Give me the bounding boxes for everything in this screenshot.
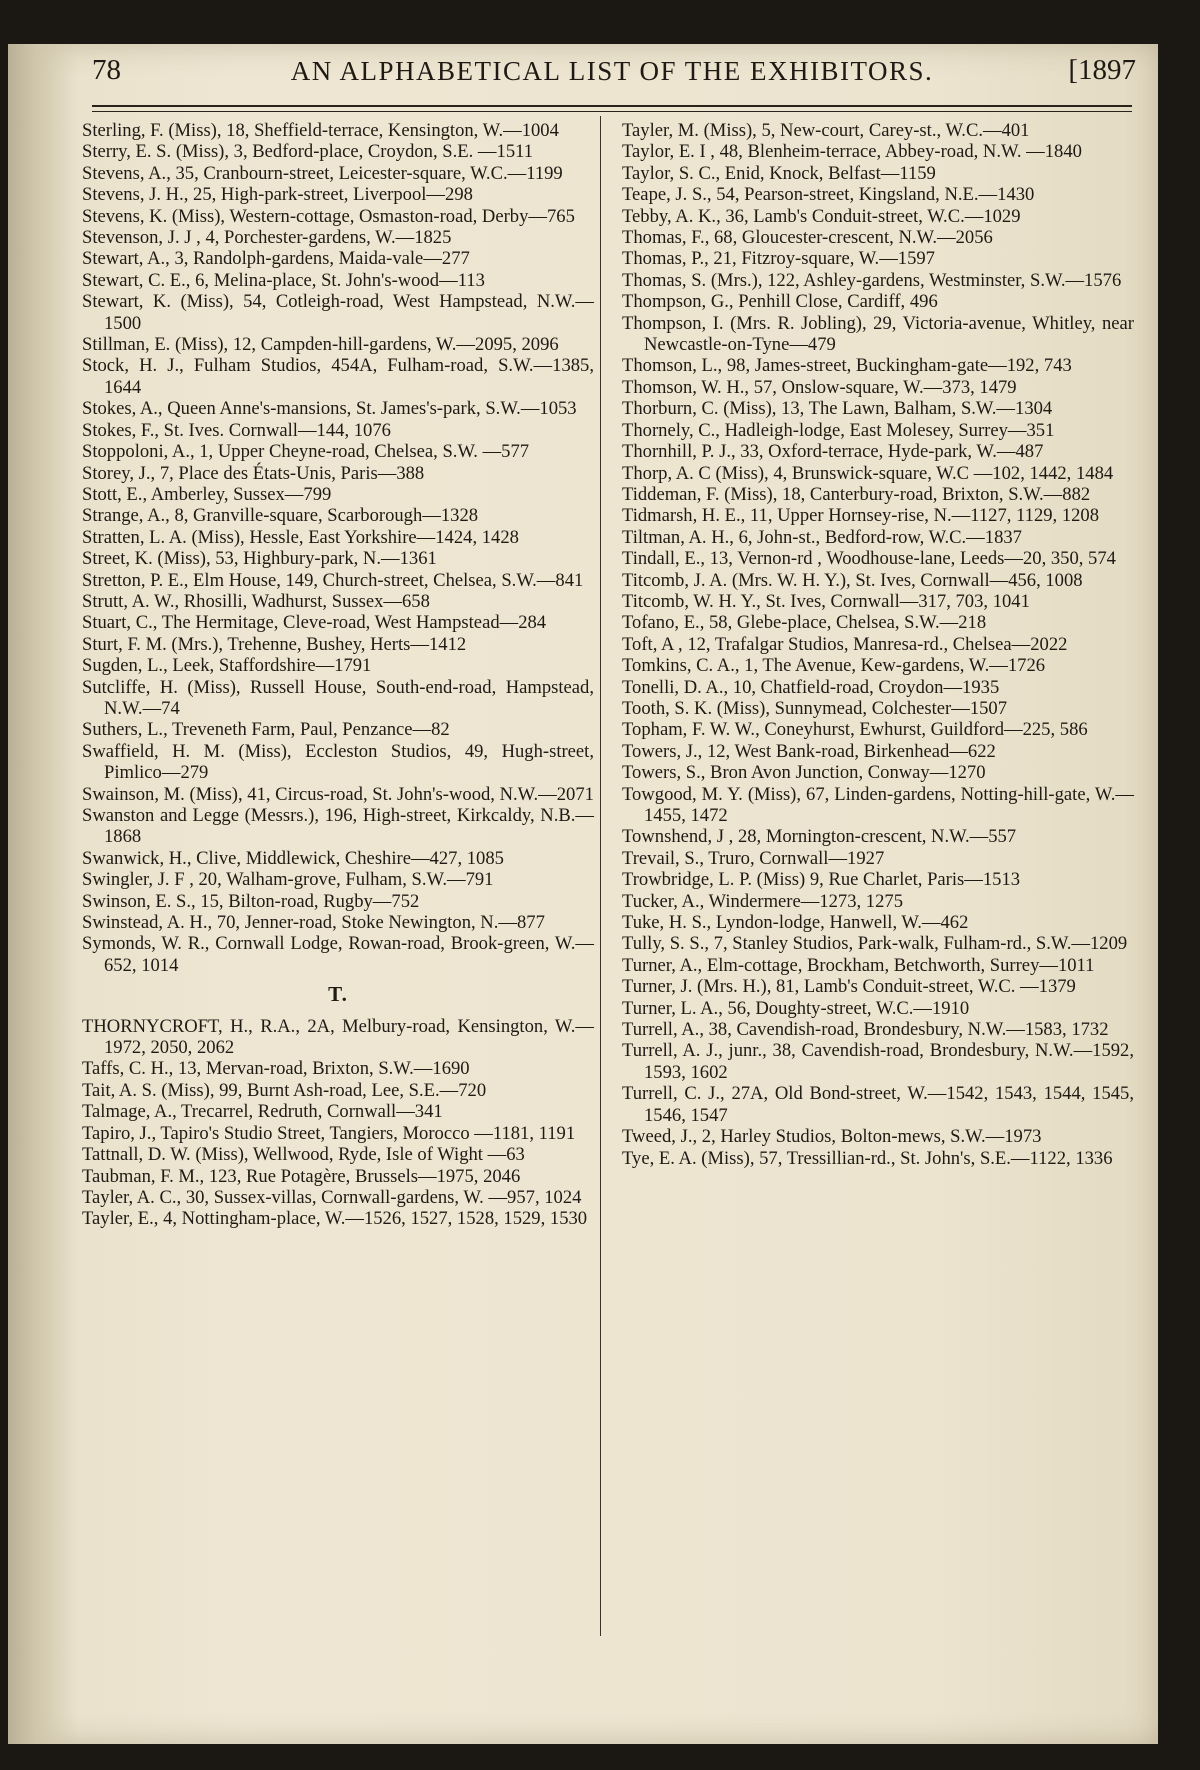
exhibitor-entry: Thomson, W. H., 57, Onslow-square, W.—373, 1479 xyxy=(622,376,1017,398)
exhibitor-entry: Storey, J., 7, Place des États-Unis, Paris—388 xyxy=(82,462,425,484)
left-column xyxy=(82,120,594,1230)
exhibitor-entry: Stoppoloni, A., 1, Upper Cheyne-road, Chelsea, S.W. —577 xyxy=(82,441,530,463)
exhibitor-entry: Topham, F. W. W., Coneyhurst, Ewhurst, Guildford—225, 586 xyxy=(622,719,1088,741)
exhibitor-entry: Tapiro, J., Tapiro's Studio Street, Tangiers, Morocco —1181, 1191 xyxy=(82,1122,576,1144)
running-title: AN ALPHABETICAL LIST OF THE EXHIBITORS. xyxy=(290,56,934,86)
page-gutter-shadow xyxy=(8,44,78,1744)
exhibitor-entry: Thornely, C., Hadleigh-lodge, East Molesey, Surrey—351 xyxy=(622,419,1055,441)
exhibitor-entry: Towgood, M. Y. (Miss), 67, Linden-gardens, Notting-hill-gate, W.—1455, 1472 xyxy=(622,783,1134,826)
exhibitor-entry: Swanston and Legge (Messrs.), 196, High-street, Kirkcaldy, N.B.—1868 xyxy=(82,805,594,848)
exhibitor-entry: Taylor, E. I , 48, Blenheim-terrace, Abbey-road, N.W. —1840 xyxy=(622,141,1082,163)
exhibitor-entry: Taylor, S. C., Enid, Knock, Belfast—1159 xyxy=(622,162,936,184)
exhibitor-entry: Strutt, A. W., Rhosilli, Wadhurst, Sussex—658 xyxy=(82,590,430,612)
exhibitor-entry: Street, K. (Miss), 53, Highbury-park, N.—1361 xyxy=(82,548,437,570)
exhibitor-entry: Tayler, M. (Miss), 5, New-court, Carey-st., W.C.—401 xyxy=(622,120,1030,141)
exhibitor-entry: Talmage, A., Trecarrel, Redruth, Cornwall—341 xyxy=(82,1101,443,1123)
exhibitor-entry: Thorp, A. C (Miss), 4, Brunswick-square, W.C —102, 1442, 1484 xyxy=(622,462,1114,484)
exhibitor-entry: Turner, A., Elm-cottage, Brockham, Betchworth, Surrey—1011 xyxy=(622,954,1095,976)
right-column xyxy=(622,120,1134,1169)
exhibitor-entry: Titcomb, W. H. Y., St. Ives, Cornwall—317, 703, 1041 xyxy=(622,590,1030,612)
exhibitor-entry: Swaffield, H. M. (Miss), Eccleston Studios, 49, Hugh-street, Pimlico—279 xyxy=(82,740,594,784)
exhibitor-entry: Turner, L. A., 56, Doughty-street, W.C.—1910 xyxy=(622,997,970,1019)
exhibitor-entry: Sterry, E. S. (Miss), 3, Bedford-place, Croydon, S.E. —1511 xyxy=(82,141,534,163)
page-number: 78 xyxy=(92,54,121,86)
exhibitor-entry: Stewart, K. (Miss), 54, Cotleigh-road, West Hampstead, N.W.—1500 xyxy=(82,291,594,334)
exhibitor-entry: Stevens, K. (Miss), Western-cottage, Osmaston-road, Derby—765 xyxy=(82,205,575,227)
exhibitor-entry: Sugden, L., Leek, Staffordshire—1791 xyxy=(82,655,372,677)
left-entries-t xyxy=(82,1016,594,1230)
exhibitor-entry: Townshend, J , 28, Mornington-crescent, N.W.—557 xyxy=(622,826,1017,848)
exhibitor-entry: Tully, S. S., 7, Stanley Studios, Park-walk, Fulham-rd., S.W.—1209 xyxy=(622,933,1128,955)
exhibitor-entry: Thomas, S. (Mrs.), 122, Ashley-gardens, Westminster, S.W.—1576 xyxy=(622,269,1122,291)
exhibitor-entry: Turrell, C. J., 27A, Old Bond-street, W.—1542, 1543, 1544, 1545, 1546, 1547 xyxy=(622,1083,1134,1126)
exhibitor-entry: Swingler, J. F , 20, Walham-grove, Fulham, S.W.—791 xyxy=(82,869,494,891)
exhibitor-entry: Trowbridge, L. P. (Miss) 9, Rue Charlet, Paris—1513 xyxy=(622,869,1021,891)
exhibitor-entry: Symonds, W. R., Cornwall Lodge, Rowan-road, Brook-green, W.—652, 1014 xyxy=(82,933,594,976)
exhibitor-entry: Towers, J., 12, West Bank-road, Birkenhead—622 xyxy=(622,740,996,762)
left-entries-s xyxy=(82,120,594,976)
exhibitor-entry: Thomas, F., 68, Gloucester-crescent, N.W.—2056 xyxy=(622,227,993,249)
exhibitor-entry: Tye, E. A. (Miss), 57, Tressillian-rd., St. John's, S.E.—1122, 1336 xyxy=(622,1147,1113,1169)
exhibitor-entry: Stewart, C. E., 6, Melina-place, St. John's-wood—113 xyxy=(82,269,485,291)
exhibitor-entry: Turrell, A. J., junr., 38, Cavendish-road, Brondesbury, N.W.—1592, 1593, 1602 xyxy=(622,1040,1134,1083)
exhibitor-entry: Turrell, A., 38, Cavendish-road, Brondesbury, N.W.—1583, 1732 xyxy=(622,1019,1109,1041)
exhibitor-entry: Toft, A , 12, Trafalgar Studios, Manresa-rd., Chelsea—2022 xyxy=(622,633,1068,655)
header-rule-thin xyxy=(92,111,1132,112)
exhibitor-entry: Trevail, S., Truro, Cornwall—1927 xyxy=(622,847,885,869)
exhibitor-entry: Stillman, E. (Miss), 12, Campden-hill-gardens, W.—2095, 2096 xyxy=(82,334,559,356)
exhibitor-entry: Stewart, A., 3, Randolph-gardens, Maida-vale—277 xyxy=(82,248,470,270)
exhibitor-entry: Teape, J. S., 54, Pearson-street, Kingsland, N.E.—1430 xyxy=(622,184,1035,206)
exhibitor-entry: Stretton, P. E., Elm House, 149, Church-street, Chelsea, S.W.—841 xyxy=(82,569,584,591)
exhibitor-entry: Stuart, C., The Hermitage, Cleve-road, West Hampstead—284 xyxy=(82,612,547,634)
exhibitor-entry: Stevens, J. H., 25, High-park-street, Liverpool—298 xyxy=(82,184,473,206)
exhibitor-entry: Tindall, E., 13, Vernon-rd , Woodhouse-lane, Leeds—20, 350, 574 xyxy=(622,548,1116,570)
exhibitor-entry: Swainson, M. (Miss), 41, Circus-road, St. John's-wood, N.W.—2071 xyxy=(82,783,594,805)
exhibitor-entry: Tebby, A. K., 36, Lamb's Conduit-street, W.C.—1029 xyxy=(622,205,1021,227)
exhibitor-entry: Tonelli, D. A., 10, Chatfield-road, Croydon—1935 xyxy=(622,676,1000,698)
section-heading-t: T. xyxy=(328,982,348,1007)
exhibitor-entry: Tiddeman, F. (Miss), 18, Canterbury-road, Brixton, S.W.—882 xyxy=(622,483,1091,505)
exhibitor-entry: Swinson, E. S., 15, Bilton-road, Rugby—752 xyxy=(82,890,420,912)
exhibitor-entry: Tattnall, D. W. (Miss), Wellwood, Ryde, Isle of Wight —63 xyxy=(82,1144,525,1166)
exhibitor-entry: Tiltman, A. H., 6, John-st., Bedford-row, W.C.—1837 xyxy=(622,526,1022,548)
exhibitor-entry: Stott, E., Amberley, Sussex—799 xyxy=(82,483,332,505)
exhibitor-entry: Tuke, H. S., Lyndon-lodge, Hanwell, W.—462 xyxy=(622,912,969,934)
exhibitor-entry: Stevenson, J. J , 4, Porchester-gardens, W.—1825 xyxy=(82,227,452,249)
exhibitor-entry: Stokes, A., Queen Anne's-mansions, St. James's-park, S.W.—1053 xyxy=(82,398,577,420)
exhibitor-entry: Stock, H. J., Fulham Studios, 454A, Fulham-road, S.W.—1385, 1644 xyxy=(82,355,594,398)
exhibitor-entry: Tooth, S. K. (Miss), Sunnymead, Colchester—1507 xyxy=(622,697,1008,719)
exhibitor-entry: Sutcliffe, H. (Miss), Russell House, South-end-road, Hampstead, N.W.—74 xyxy=(82,676,594,719)
exhibitor-entry: Swinstead, A. H., 70, Jenner-road, Stoke Newington, N.—877 xyxy=(82,912,545,934)
exhibitor-entry: Stratten, L. A. (Miss), Hessle, East Yorkshire—1424, 1428 xyxy=(82,526,519,548)
exhibitor-entry: Tait, A. S. (Miss), 99, Burnt Ash-road, Lee, S.E.—720 xyxy=(82,1079,487,1101)
year-marker: [1897 xyxy=(1068,54,1136,86)
exhibitor-entry: Strange, A., 8, Granville-square, Scarborough—1328 xyxy=(82,505,479,527)
column-divider xyxy=(600,116,601,1636)
exhibitor-entry: Tayler, A. C., 30, Sussex-villas, Cornwall-gardens, W. —957, 1024 xyxy=(82,1186,582,1208)
exhibitor-entry: Tweed, J., 2, Harley Studios, Bolton-mews, S.W.—1973 xyxy=(622,1126,1042,1148)
exhibitor-entry: Towers, S., Bron Avon Junction, Conway—1270 xyxy=(622,762,986,784)
exhibitor-entry: Sterling, F. (Miss), 18, Sheffield-terrace, Kensington, W.—1004 xyxy=(82,120,559,141)
exhibitor-entry: Thomas, P., 21, Fitzroy-square, W.—1597 xyxy=(622,248,935,270)
exhibitor-entry: Stevens, A., 35, Cranbourn-street, Leicester-square, W.C.—1199 xyxy=(82,162,563,184)
page-header xyxy=(82,50,1142,100)
exhibitor-entry: Thorburn, C. (Miss), 13, The Lawn, Balham, S.W.—1304 xyxy=(622,398,1053,420)
exhibitor-entry: Titcomb, J. A. (Mrs. W. H. Y.), St. Ives, Cornwall—456, 1008 xyxy=(622,569,1083,591)
exhibitor-entry: Tidmarsh, H. E., 11, Upper Hornsey-rise, N.—1127, 1129, 1208 xyxy=(622,505,1100,527)
exhibitor-entry: Tofano, E., 58, Glebe-place, Chelsea, S.W.—218 xyxy=(622,612,987,634)
exhibitor-entry: Thornhill, P. J., 33, Oxford-terrace, Hyde-park, W.—487 xyxy=(622,441,1044,463)
exhibitor-entry: Thompson, I. (Mrs. R. Jobling), 29, Victoria-avenue, Whitley, near Newcastle-on-Tyne—479 xyxy=(622,312,1134,356)
exhibitor-entry: Taubman, F. M., 123, Rue Potagère, Brussels—1975, 2046 xyxy=(82,1165,521,1187)
exhibitor-entry: Stokes, F., St. Ives. Cornwall—144, 1076 xyxy=(82,419,391,441)
exhibitor-entry: Thompson, G., Penhill Close, Cardiff, 496 xyxy=(622,291,938,313)
exhibitor-entry: Sturt, F. M. (Mrs.), Trehenne, Bushey, Herts—1412 xyxy=(82,633,467,655)
right-entries-t xyxy=(622,120,1134,1169)
header-rule-thick xyxy=(92,105,1132,107)
exhibitor-entry: Taffs, C. H., 13, Mervan-road, Brixton, S.W.—1690 xyxy=(82,1058,470,1080)
exhibitor-entry: Swanwick, H., Clive, Middlewick, Cheshire—427, 1085 xyxy=(82,847,504,869)
exhibitor-entry: THORNYCROFT, H., R.A., 2A, Melbury-road, Kensington, W.—1972, 2050, 2062 xyxy=(82,1015,594,1059)
exhibitor-entry: Suthers, L., Treveneth Farm, Paul, Penzance—82 xyxy=(82,719,450,741)
exhibitor-entry: Tucker, A., Windermere—1273, 1275 xyxy=(622,890,903,912)
exhibitor-entry: Tayler, E., 4, Nottingham-place, W.—1526, 1527, 1528, 1529, 1530 xyxy=(82,1208,588,1230)
exhibitor-entry: Thomson, L., 98, James-street, Buckingham-gate—192, 743 xyxy=(622,355,1072,377)
exhibitor-entry: Tomkins, C. A., 1, The Avenue, Kew-gardens, W.—1726 xyxy=(622,655,1046,677)
exhibitor-entry: Turner, J. (Mrs. H.), 81, Lamb's Conduit-street, W.C. —1379 xyxy=(622,976,1076,998)
